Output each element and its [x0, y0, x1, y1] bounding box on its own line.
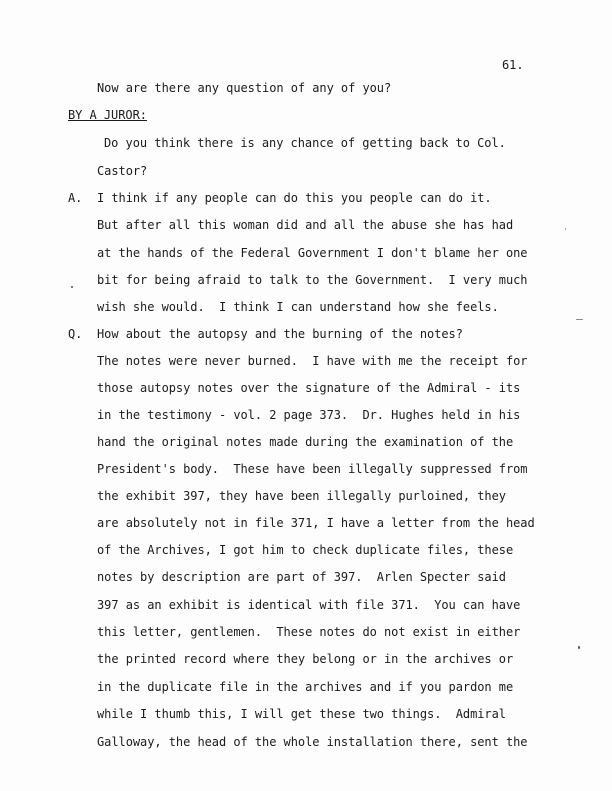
transcript-line: the exhibit 397, they have been illegally purloined, they	[97, 489, 506, 503]
transcript-line: President's body. These have been illegally suppressed from	[97, 462, 528, 476]
transcript-line: in the testimony - vol. 2 page 373. Dr. Hughes held in his	[97, 408, 521, 422]
transcript-line: I think if any people can do this you people can do it.	[97, 191, 492, 205]
transcript-line: notes by description are part of 397. Arlen Specter said	[97, 570, 506, 584]
transcript-line: at the hands of the Federal Government I don't blame her one	[97, 246, 528, 260]
answer-marker: A.	[68, 191, 83, 205]
transcript-line: Galloway, the head of the whole installation there, sent the	[97, 735, 528, 749]
transcript-line: are absolutely not in file 371, I have a letter from the head	[97, 516, 535, 530]
transcript-line: this letter, gentlemen. These notes do not exist in either	[97, 625, 521, 639]
transcript-line: the printed record where they belong or in the archives or	[97, 652, 514, 666]
transcript-line: 397 as an exhibit is identical with file 371. You can have	[97, 598, 521, 612]
scan-speck	[71, 286, 73, 288]
transcript-line: bit for being afraid to talk to the Government. I very much	[97, 273, 528, 287]
scan-speck	[578, 646, 580, 649]
question-marker: Q.	[68, 327, 83, 341]
transcript-line: Castor?	[97, 164, 148, 178]
transcript-line: of the Archives, I got him to check duplicate files, these	[97, 543, 514, 557]
scan-speck	[565, 228, 566, 230]
scan-speck	[576, 319, 583, 320]
page-number: 61.	[502, 58, 524, 72]
transcript-line: How about the autopsy and the burning of the notes?	[97, 327, 463, 341]
transcript-line: hand the original notes made during the examination of the	[97, 435, 514, 449]
transcript-line: But after all this woman did and all the abuse she has had	[97, 218, 514, 232]
transcript-line: Now are there any question of any of you?	[97, 81, 392, 95]
transcript-line: wish she would. I think I can understand how she feels.	[97, 300, 499, 314]
transcript-line: Do you think there is any chance of getting back to Col.	[104, 136, 506, 150]
transcript-line: those autopsy notes over the signature of the Admiral - its	[97, 381, 521, 395]
transcript-line: while I thumb this, I will get these two things. Admiral	[97, 707, 506, 721]
transcript-line: in the duplicate file in the archives and if you pardon me	[97, 680, 514, 694]
transcript-line: The notes were never burned. I have with me the receipt for	[97, 354, 528, 368]
speaker-label: BY A JUROR:	[68, 108, 147, 122]
